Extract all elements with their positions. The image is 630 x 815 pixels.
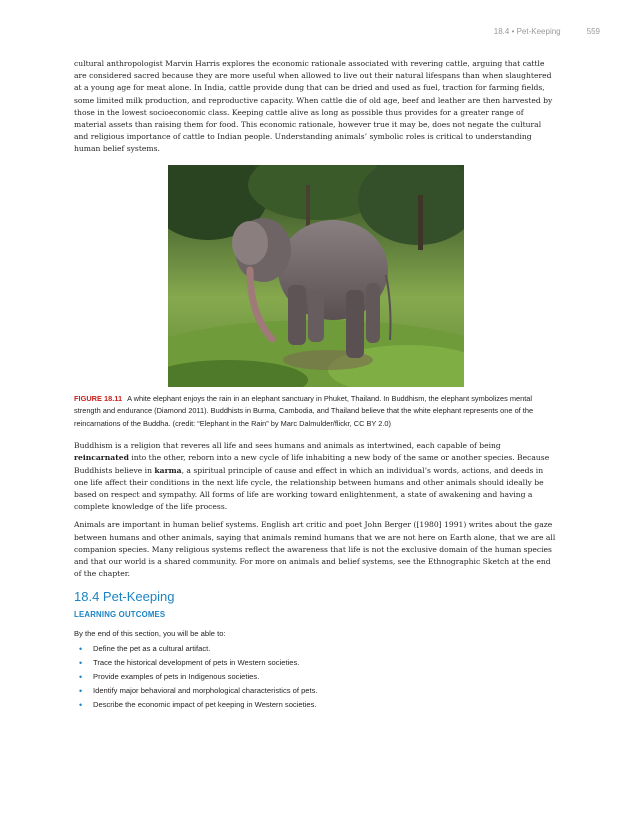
- paragraph-belief-systems: Animals are important in human belief systems. English art critic and poet John Berger ([1980] 1991) writes about the gaze between humans and other animals, saying that animals remind humans that we are not here on Earth alone, that we are all companion species. Many religious systems reflect the awareness that life is not the exclusive domain of the human species and that our world is a shared community. For more on animals and belief systems, see the Ethnographic Sketch at the end of the chapter.: [74, 520, 556, 579]
- elephant-photo: [168, 165, 464, 387]
- paragraph-buddhism-part3: , a spiritual principle of cause and effect in which an individual’s words, actions, and deeds in one life affect their conditions in the next life cycle, the relationship between humans and other animals should ideally be based on respect and sympathy. All forms of life are working toward enlightenment, a state of awakening and having a complete knowledge of the life process.: [74, 465, 544, 512]
- paragraph-buddhism-part1: Buddhism is a religion that reveres all life and sees humans and animals as intertwined, each capable of being: [74, 441, 501, 451]
- paragraph-buddhism: [74, 440, 557, 513]
- term-karma: karma: [154, 465, 182, 475]
- term-reincarnated: reincarnated: [74, 453, 129, 463]
- figure-label: FIGURE 18.11: [74, 393, 123, 403]
- learning-outcomes-intro: By the end of this section, you will be able to:: [74, 629, 226, 639]
- running-head: [494, 27, 600, 39]
- paragraph-buddhism-part2: into the other, reborn into a new cycle of life inhabiting a new body of the same or another species. Because Buddhists believe in: [74, 453, 550, 475]
- list-item: • Identify major behavioral and morphological characteristics of pets.: [74, 684, 557, 698]
- learning-outcomes-list: [74, 642, 557, 712]
- list-item: • Provide examples of pets in Indigenous societies.: [74, 670, 557, 684]
- page-content: [74, 58, 557, 712]
- learning-outcomes-heading: LEARNING OUTCOMES: [74, 610, 166, 620]
- page-number: 559: [586, 27, 600, 36]
- figure-caption-text: A white elephant enjoys the rain in an elephant sanctuary in Phuket, Thailand. In Buddhism, the elephant symbolizes mental strength and endurance (Diamond 2011). Buddhists in Burma, Cambodia, and Thailand believe that the white elephant represents one of the reincarnations of the Buddha. (credit: “Elephant in the Rain” by Marc Dalmulder/flickr, CC BY 2.0): [74, 393, 534, 428]
- figure-caption: [74, 393, 557, 431]
- list-item: • Describe the economic impact of pet keeping in Western societies.: [74, 698, 557, 712]
- running-head-section: 18.4 • Pet-Keeping: [493, 27, 561, 36]
- list-item: • Trace the historical development of pets in Western societies.: [74, 656, 557, 670]
- list-item: • Define the pet as a cultural artifact.: [74, 642, 557, 656]
- section-heading: 18.4 Pet-Keeping: [74, 589, 175, 605]
- paragraph-cattle: cultural anthropologist Marvin Harris explores the economic rationale associated with revering cattle, arguing that cattle are considered sacred because they are more useful when allowed to live out their natural lifespans than when slaughtered at a young age for meat alone. In India, cattle provide dung that can be dried and used as fuel, traction for farming fields, some limited milk production, and reproductive capacity. When cattle die of old age, beef and leather are then harvested by those in the lowest socioeconomic class. Keeping cattle alive as long as possible thus provides for a greater range of material assets than raising them for food. This economic rationale, however true it may be, does not negate the cultural and religious importance of cattle to Indian people. Understanding animals’ symbolic roles is critical to understanding human belief systems.: [74, 59, 553, 154]
